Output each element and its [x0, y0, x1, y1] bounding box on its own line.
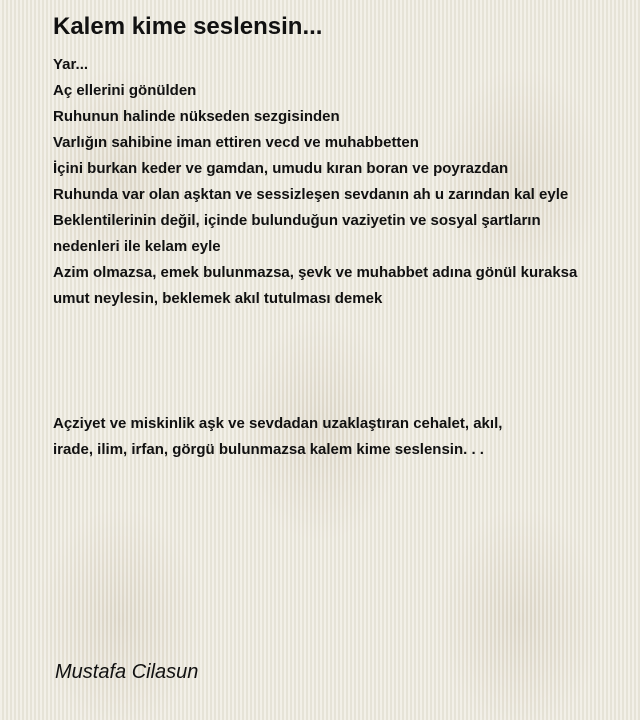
poem-author: Mustafa Cilasun: [55, 661, 199, 683]
poem-line: Ruhunun halinde nükseden sezgisinden: [53, 108, 340, 125]
poem-title: Kalem kime seslensin...: [53, 13, 323, 40]
poem-line: umut neylesin, beklemek akıl tutulması demek: [53, 290, 383, 307]
poem-line: Ruhunda var olan aşktan ve sessizleşen sevdanın ah u zarından kal eyle: [53, 186, 569, 203]
poem-line: Varlığın sahibine iman ettiren vecd ve muhabbetten: [53, 134, 419, 151]
poem-line: İçini burkan keder ve gamdan, umudu kıran boran ve poyrazdan: [53, 160, 509, 177]
poem-line: irade, ilim, irfan, görgü bulunmazsa kalem kime seslensin. . .: [53, 441, 484, 458]
poem-line: Yar...: [53, 56, 89, 73]
poem-line: Açziyet ve miskinlik aşk ve sevdadan uzaklaştıran cehalet, akıl,: [53, 415, 503, 432]
poem-stanza-1: [53, 52, 577, 312]
poem-line: Aç ellerini gönülden: [53, 82, 197, 99]
poem-line: Beklentilerinin değil, içinde bulunduğun vaziyetin ve sosyal şartların: [53, 212, 541, 229]
poem-line: nedenleri ile kelam eyle: [53, 238, 221, 255]
poem-line: Azim olmazsa, emek bulunmazsa, şevk ve muhabbet adına gönül kuraksa: [53, 264, 578, 281]
poem-stanza-2: [53, 411, 502, 463]
